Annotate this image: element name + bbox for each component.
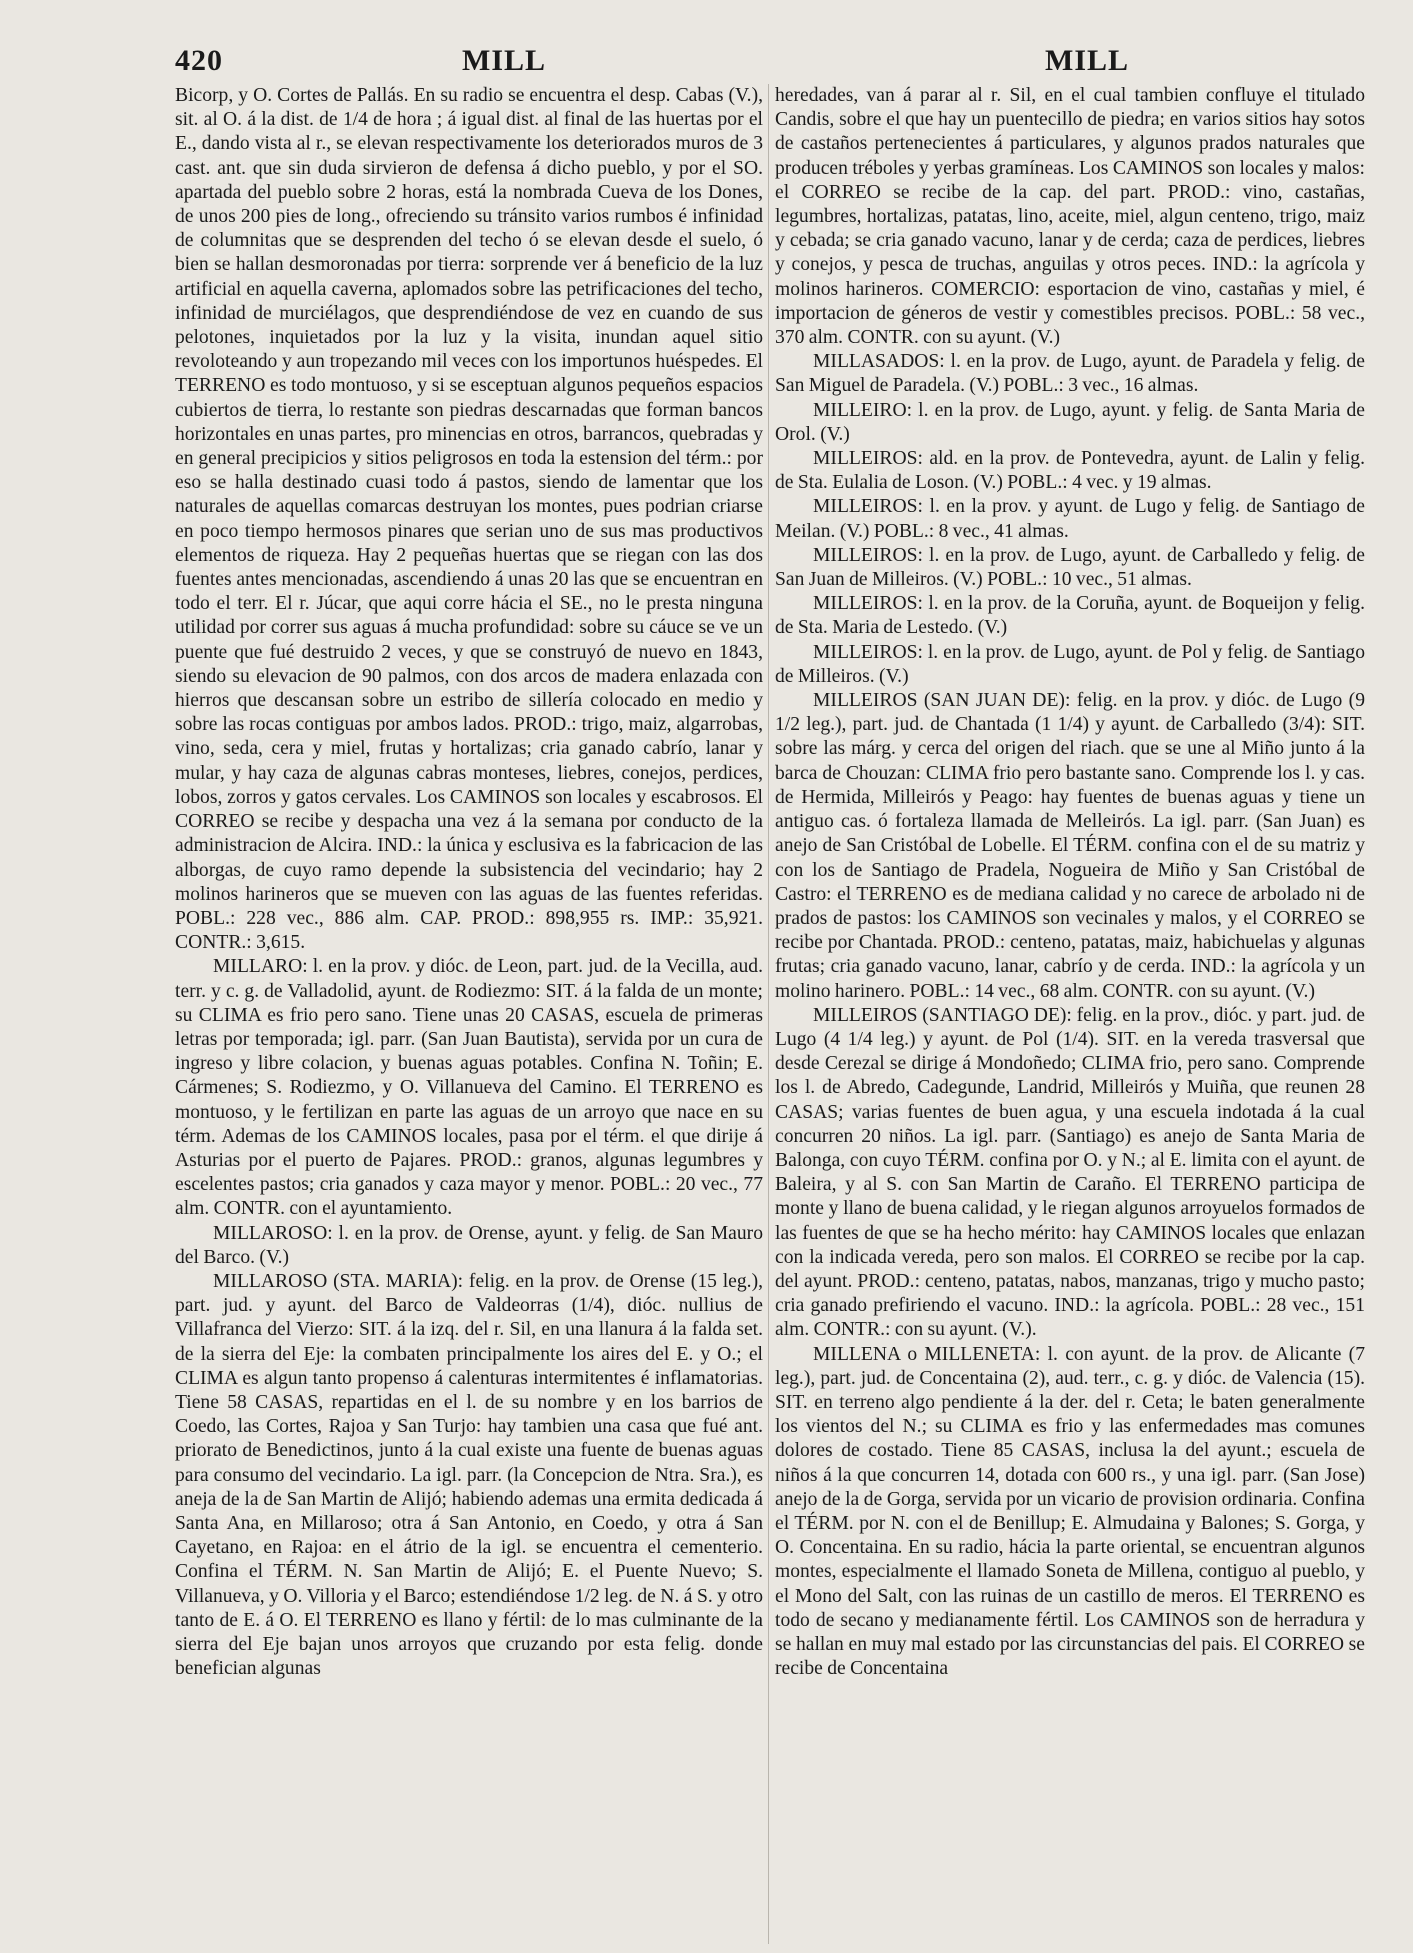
entry-milleiro: MILLEIRO: l. en la prov. de Lugo, ayunt. y felig. de Santa Maria de Orol. (V.) <box>775 399 1365 445</box>
entry-millaroso: MILLAROSO: l. en la prov. de Orense, ayunt. y felig. de San Mauro del Barco. (V.) <box>175 1222 763 1268</box>
entry-millasados: MILLASADOS: l. en la prov. de Lugo, ayunt. de Paradela y felig. de San Miguel de Paradela. (V.) POBL.: 3 vec., 16 almas. <box>775 351 1365 397</box>
entry-milleiros-pontevedra: MILLEIROS: ald. en la prov. de Pontevedra, ayunt. de Lalin y felig. de Sta. Eulalia de Loson. (V.) POBL.: 4 vec. y 19 almas. <box>775 448 1365 494</box>
entry-millaro: MILLARO: l. en la prov. y dióc. de Leon, part. jud. de la Vecilla, aud. terr. y c. g. de Valladolid, ayunt. de Rodiezmo: SIT. á la falda de un monte; su CLIMA es frio pero sano. Tiene unas 20 CASAS, escuela de primeras letras por temporada; igl. parr. (San Juan Bautista), servida por un cura de ingreso y libre colacion, y buenas aguas potables. Confina N. Toñin; E. Cármenes; S. Rodiezmo, y O. Villanueva del Camino. El TERRENO es montuoso, y le fertilizan en parte las aguas de un arroyo que nace en su térm. Ademas de los CAMINOS locales, pasa por el térm. el que dirije á Asturias por el puerto de Pajares. PROD.: granos, algunas legumbres y escelentes pastos; cria ganados y caza mayor y menor. POBL.: 20 vec., 77 alm. CONTR. con el ayuntamiento. <box>175 956 763 1220</box>
page-number: 420 <box>175 44 223 77</box>
paragraph: Bicorp, y O. Cortes de Pallás. En su radio se encuentra el desp. Cabas (V.), sit. al O. á la dist. de 1/4 de hora ; á igual dist. al final de las huertas por el E., dando vista al r., se elevan respectivamente los deteriorados muros de 3 cast. ant. que sin duda sirvieron de defensa á dicho pueblo, y por el SO. apartada del pueblo sobre 2 horas, está la nombrada Cueva de los Dones, de unos 200 pies de long., ofreciendo su tránsito varios rumbos é infinidad de columnitas que se desprenden del techo ó se elevan desde el suelo, ó bien se hallan desmoronadas por tierra: sorprende ver á beneficio de la luz artificial en aquella caverna, aplomados sobre las petrificaciones del techo, infinidad de murciélagos, que desprendiéndose de vez en cuando de sus pelotones, inquietados por la luz y la visita, inundan aquel sitio revoloteando y aun tropezando mil veces con los importunos huéspedes. El TERRENO es todo montuoso, y si se esceptuan algunos pequeños espacios cubiertos de tierra, lo restante son piedras descarnadas que forman bancos horizontales en unas partes, pro minencias en otros, barrancos, quebradas y en general precipicios y sitios peligrosos en toda la estension del térm.: por eso se halla destinado cuasi todo á pastos, siendo de lamentar que los naturales de aquellas comarcas destruyan los montes, pues podrian criarse en poco tiempo hermosos pinares que serian uno de sus mas productivos elementos de riqueza. Hay 2 pequeñas huertas que se riegan con las dos fuentes antes mencionadas, ascendiendo á unas 20 las que se encuentran en todo el terr. El r. Júcar, que aqui corre hácia el SE., no le presta ninguna utilidad por correr sus aguas á mucha profundidad: sobre su cáuce se ve un puente que fué destruido 2 veces, y que se construyó de nuevo en 1843, siendo su elevacion de 90 palmos, con dos arcos de madera enlazada con hierros que descansan sobre un estribo de sillería colocado en medio y sobre las rocas contiguas por ambos lados. PROD.: trigo, maiz, algarrobas, vino, seda, cera y miel, frutas y hortalizas; cria ganado cabrío, lanar y mular, y hay caza de algunas cabras monteses, liebres, conejos, perdices, lobos, zorros y gatos cervales. Los CAMINOS son locales y escabrosos. El CORREO se recibe y despacha una vez á la semana por conducto de la administracion de Alcira. IND.: la única y esclusiva es la fabricacion de las alborgas, de cuyo ramo depende la subsistencia del vecindario; hay 2 molinos harineros que se mueven con las aguas de las fuentes referidas. POBL.: 228 vec., 886 alm. CAP. PROD.: 898,955 rs. IMP.: 35,921. CONTR.: 3,615. <box>175 85 763 954</box>
paragraph: heredades, van á parar al r. Sil, en el cual tambien confluye el titulado Candis, sobre el que hay un puentecillo de piedra; en varios sitios hay sotos de castaños pertenecientes á particulares, y algunos prados naturales que producen tréboles y yerbas gramíneas. Los CAMINOS son locales y malos: el CORREO se recibe de la cap. del part. PROD.: vino, castañas, legumbres, hortalizas, patatas, lino, aceite, miel, algun centeno, trigo, maiz y cebada; se cria ganado vacuno, lanar y de cerda; caza de perdices, liebres y conejos, y pesca de truchas, anguilas y otros peces. IND.: la agrícola y molinos harineros. COMERCIO: esportacion de vino, castañas y miel, é importacion de géneros de vestir y comestibles precisos. POBL.: 58 vec., 370 alm. CONTR. con su ayunt. (V.) <box>775 85 1365 349</box>
right-column <box>775 84 1365 1944</box>
entry-milleiros-carballedo: MILLEIROS: l. en la prov. de Lugo, ayunt. de Carballedo y felig. de San Juan de Milleiros. (V.) POBL.: 10 vec., 51 almas. <box>775 544 1365 591</box>
entry-milleiros-pol: MILLEIROS: l. en la prov. de Lugo, ayunt. de Pol y felig. de Santiago de Milleiros. (V.) <box>775 641 1365 687</box>
entry-millaroso-sta-maria: MILLAROSO (STA. MARIA): felig. en la prov. de Orense (15 leg.), part. jud. y ayunt. del Barco de Valdeorras (1/4), dióc. nullius de Villafranca del Vierzo: SIT. á la izq. del r. Sil, en una llanura á la falda set. de la sierra del Eje: la combaten principalmente los aires del E. y O.; el CLIMA es algun tanto propenso á calenturas intermitentes é inflamatorias. Tiene 58 CASAS, repartidas en el l. de su nombre y en los barrios de Coedo, las Cortes, Rajoa y San Turjo: hay tambien una casa que fué ant. priorato de Benedictinos, junto á la cual existe una fuente de buenas aguas para consumo del vecindario. La igl. parr. (la Concepcion de Ntra. Sra.), es aneja de la de San Martin de Alijó; habiendo ademas una ermita dedicada á Santa Ana, en Millaroso; otra á San Antonio, en Coedo, y otra á San Cayetano, en Rajoa: en el átrio de la igl. se encuentra el cementerio. Confina el TÉRM. N. San Martin de Alijó; E. el Puente Nuevo; S. Villanueva, y O. Villoria y el Barco; estendiéndose 1/2 leg. de N. á S. y otro tanto de E. á O. El TERRENO es llano y fértil: de lo mas culminante de la sierra del Eje bajan unos arroyos que cruzando por esta felig. donde benefician algunas <box>175 1270 763 1680</box>
left-column <box>175 84 763 1944</box>
entry-milleiros-lugo-meilan: MILLEIROS: l. en la prov. y ayunt. de Lugo y felig. de Santiago de Meilan. (V.) POBL.: 8 vec., 41 almas. <box>775 496 1365 542</box>
entry-millena: MILLENA o MILLENETA: l. con ayunt. de la prov. de Alicante (7 leg.), part. jud. de Concentaina (2), aud. terr., c. g. y dióc. de Valencia (15). SIT. en terreno algo pendiente á la der. del r. Ceta; le baten generalmente los vientos del N.; su CLIMA es frio y las enfermedades mas comunes dolores de costado. Tiene 85 CASAS, inclusa la del ayunt.; escuela de niños á la que concurren 14, dotada con 600 rs., y una igl. parr. (San Jose) anejo de la de Gorga, servida por un vicario de provision ordinaria. Confina el TÉRM. por N. con el de Benillup; E. Almudaina y Balones; S. Gorga, y O. Concentaina. En su radio, hácia la parte oriental, se encuentran algunos montes, especialmente el llamado Soneta de Millena, contiguo al pueblo, y el Mono del Salt, con las ruinas de un castillo de meros. El TERRENO es todo de secano y medianamente fértil. Los CAMINOS son de herradura y se hallan en muy mal estado por las circunstancias del pais. El CORREO se recibe de Concentaina <box>775 1343 1365 1680</box>
running-head-right: MILL <box>1045 44 1130 77</box>
running-head-left: MILL <box>462 44 547 77</box>
entry-milleiros-santiago: MILLEIROS (SANTIAGO DE): felig. en la prov., dióc. y part. jud. de Lugo (4 1/4 leg.) y ayunt. de Pol (1/4). SIT. en la vereda trasversal que desde Cerezal se dirige á Mondoñedo; CLIMA frio, pero sano. Comprende los l. de Abredo, Cadegunde, Landrid, Milleirós y Muiña, que reunen 28 CASAS; varias fuentes de buen agua, y una escuela indotada á la cual concurren 20 niños. La igl. parr. (Santiago) es anejo de Santa Maria de Balonga, con cuyo TÉRM. confina por O. y N.; al E. limita con el ayunt. de Baleira, y al S. con San Martin de Caraño. El TERRENO participa de monte y llano de buena calidad, y le riegan algunos arroyuelos formados de las fuentes de que se ha hecho mérito: hay CAMINOS locales que enlazan con la indicada vereda, pero son malos. El CORREO se recibe por la cap. del ayunt. PROD.: centeno, patatas, nabos, manzanas, trigo y mucho pasto; cria ganado prefiriendo el vacuno. IND.: la agrícola. POBL.: 28 vec., 151 alm. CONTR.: con su ayunt. (V.). <box>775 1004 1365 1341</box>
column-divider <box>768 84 769 1944</box>
entry-milleiros-coruna: MILLEIROS: l. en la prov. de la Coruña, ayunt. de Boqueijon y felig. de Sta. Maria de Lestedo. (V.) <box>775 593 1365 639</box>
entry-milleiros-san-juan: MILLEIROS (SAN JUAN DE): felig. en la prov. y dióc. de Lugo (9 1/2 leg.), part. jud. de Chantada (1 1/4) y ayunt. de Carballedo (3/4): SIT. sobre las márg. y cerca del origen del riach. que se une al Miño junto á la barca de Chouzan: CLIMA frio pero bastante sano. Comprende los l. y cas. de Hermida, Milleirós y Peago: hay fuentes de buenas aguas y tiene un antiguo cas. ó fortaleza llamada de Melleirós. La igl. parr. (San Juan) es anejo de San Cristóbal de Lobelle. El TÉRM. confina con el de su matriz y con los de Santiago de Pradela, Nogueira de Miño y San Cristóbal de Castro: el TERRENO es de mediana calidad y no carece de arbolado ni de prados de pastos: los CAMINOS son vecinales y malos, y el CORREO se recibe por Chantada. PROD.: centeno, patatas, maiz, habichuelas y algunas frutas; cria ganado vacuno, lanar, cabrío y de cerda. IND.: la agrícola y un molino harinero. POBL.: 14 vec., 68 alm. CONTR. con su ayunt. (V.) <box>775 690 1365 1002</box>
